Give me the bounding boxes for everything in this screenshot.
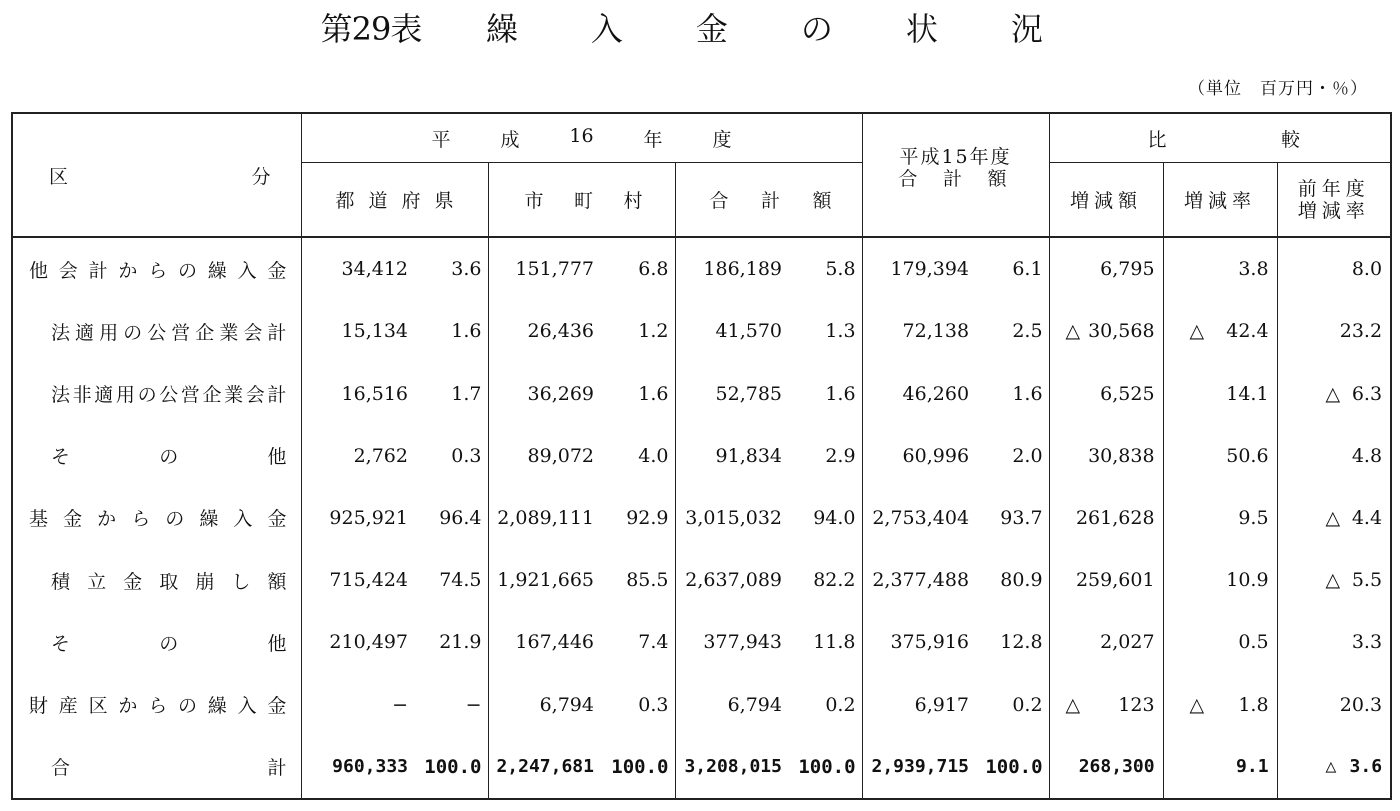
title-char: 況	[1010, 10, 1043, 48]
table-cell: 23.2	[1277, 300, 1391, 362]
row-label-char: 会	[243, 321, 263, 344]
table-cell: 100.0	[416, 736, 488, 799]
table-cell: 80.9	[977, 549, 1049, 611]
row-label-char: 入	[237, 695, 257, 718]
table-cell: 3.6	[416, 237, 488, 300]
table-cell: 1.7	[416, 362, 488, 424]
h15-header	[862, 113, 1049, 237]
table-cell: 0.2	[977, 673, 1049, 735]
table-cell: 74.5	[416, 549, 488, 611]
h15-char: 計	[943, 168, 969, 190]
h16-char: 16	[569, 124, 594, 147]
title-char: 状	[905, 10, 938, 48]
table-cell: 10.9	[1163, 549, 1277, 611]
table-cell: 210,497	[301, 611, 416, 673]
table-cell: 92.9	[602, 487, 675, 549]
table-number: 第29表	[320, 10, 422, 48]
row-label-char: 財	[29, 695, 49, 718]
table-cell: −	[416, 673, 488, 735]
row-label-char: 繰	[207, 259, 227, 282]
table-cell: 2,939,715	[862, 736, 977, 799]
table-cell: 3.8	[1163, 237, 1277, 300]
row-label-char: の	[159, 632, 179, 655]
table-cell: 0.2	[790, 673, 862, 735]
table-cell: 1.6	[416, 300, 488, 362]
prev-rate-header	[1277, 163, 1391, 238]
compare-char: 較	[1281, 128, 1301, 151]
title-char: 金	[695, 10, 728, 48]
total-char: 計	[761, 190, 781, 212]
table-cell: 6.8	[602, 237, 675, 300]
unit-note: （単位 百万円・％）	[1188, 79, 1368, 99]
table-cell: −	[301, 673, 416, 735]
row-label-char: そ	[51, 446, 71, 469]
h15-line1: 平成15年度	[899, 146, 1012, 168]
row-label-char: 会	[58, 259, 78, 282]
table-cell: 0.3	[416, 425, 488, 487]
table-cell: 5.8	[790, 237, 862, 300]
table-cell: 151,777	[488, 237, 602, 300]
table-cell: 93.7	[977, 487, 1049, 549]
h16-char: 年	[643, 128, 663, 151]
total-char: 合	[709, 190, 729, 212]
pref-char: 都	[335, 190, 355, 212]
table-cell: 72,138	[862, 300, 977, 362]
table-cell: 186,189	[675, 237, 790, 300]
row-label-char: か	[97, 508, 117, 531]
row-label-char: ら	[148, 695, 168, 718]
table-row	[12, 487, 1391, 549]
title-char: 入	[590, 10, 623, 48]
row-label-char: 計	[267, 384, 287, 407]
row-label-char: 非	[72, 384, 92, 407]
table-cell: 1.6	[977, 362, 1049, 424]
table-cell: 167,446	[488, 611, 602, 673]
table-cell: 3,015,032	[675, 487, 790, 549]
muni-header	[488, 163, 675, 238]
table-cell: 6,794	[675, 673, 790, 735]
row-header-char: 区	[49, 165, 69, 188]
table-cell: 94.0	[790, 487, 862, 549]
row-label-char: 公	[159, 384, 179, 407]
table-cell: 4.8	[1277, 425, 1391, 487]
table-cell: △ 3.6	[1277, 736, 1391, 799]
table-cell: 82.2	[790, 549, 862, 611]
table-cell: 268,300	[1049, 736, 1163, 799]
muni-char: 村	[623, 190, 643, 212]
table-cell: 6,794	[488, 673, 602, 735]
table-row	[12, 237, 1391, 300]
table-row	[12, 549, 1391, 611]
row-label-char: そ	[51, 632, 71, 655]
row-label-char: 他	[29, 259, 49, 282]
table-cell: 1.2	[602, 300, 675, 362]
table-cell: 2,027	[1049, 611, 1163, 673]
table-cell: 6.1	[977, 237, 1049, 300]
row-label-char: 金	[63, 508, 83, 531]
row-label-char: 法	[51, 384, 71, 407]
table-cell: 0.5	[1163, 611, 1277, 673]
page-title	[0, 2, 1400, 52]
title-char: の	[800, 10, 833, 48]
row-label-char: の	[123, 321, 143, 344]
table-cell: 9.1	[1163, 736, 1277, 799]
row-label-char: 業	[224, 384, 244, 407]
table-cell: 3,208,015	[675, 736, 790, 799]
row-label-char: 産	[58, 695, 78, 718]
table-cell: 16,516	[301, 362, 416, 424]
table-cell: 4.0	[602, 425, 675, 487]
table-cell: 2,089,111	[488, 487, 602, 549]
row-header-char: 分	[251, 165, 271, 188]
table-cell: 52,785	[675, 362, 790, 424]
table-cell: 11.8	[790, 611, 862, 673]
row-label-char: 繰	[207, 695, 227, 718]
table-cell: 100.0	[602, 736, 675, 799]
row-label-char: か	[118, 259, 138, 282]
table-cell: 2,637,089	[675, 549, 790, 611]
table-row	[12, 673, 1391, 735]
row-label-char: 金	[123, 570, 143, 593]
h16-header	[301, 113, 862, 163]
row-label	[12, 736, 301, 799]
table-cell: 46,260	[862, 362, 977, 424]
table-cell: 375,916	[862, 611, 977, 673]
table-cell: △ 1.8	[1163, 673, 1277, 735]
table-cell: 2.0	[977, 425, 1049, 487]
table-cell: △ 123	[1049, 673, 1163, 735]
row-label	[12, 487, 301, 549]
table-cell: 36,269	[488, 362, 602, 424]
row-label-char: 金	[267, 508, 287, 531]
diff-header: 増減額	[1049, 163, 1163, 238]
table-cell: 261,628	[1049, 487, 1163, 549]
table-cell: 100.0	[977, 736, 1049, 799]
pref-char: 県	[434, 190, 454, 212]
row-label-char: の	[159, 446, 179, 469]
row-label-char: 企	[202, 384, 222, 407]
table-cell: 925,921	[301, 487, 416, 549]
table-cell: 377,943	[675, 611, 790, 673]
table-cell: 50.6	[1163, 425, 1277, 487]
row-label-char: 業	[219, 321, 239, 344]
rate-header: 増減率	[1163, 163, 1277, 238]
table-cell: 2.5	[977, 300, 1049, 362]
table-cell: △ 5.5	[1277, 549, 1391, 611]
table-cell: 30,838	[1049, 425, 1163, 487]
table-cell: 12.8	[977, 611, 1049, 673]
table-cell: 6,795	[1049, 237, 1163, 300]
table-cell: 2,753,404	[862, 487, 977, 549]
table-cell: 2,377,488	[862, 549, 977, 611]
table-cell: 2,762	[301, 425, 416, 487]
row-label-char: の	[177, 259, 197, 282]
table-cell: 1.6	[790, 362, 862, 424]
table-cell: 2.9	[790, 425, 862, 487]
muni-char: 市	[524, 190, 544, 212]
row-label-char: 他	[267, 446, 287, 469]
row-label-char: 崩	[195, 570, 215, 593]
row-label-char: の	[165, 508, 185, 531]
table-cell: 14.1	[1163, 362, 1277, 424]
h15-char: 合	[898, 168, 924, 190]
row-label-char: 法	[51, 321, 71, 344]
table-cell: 34,412	[301, 237, 416, 300]
table-cell: 0.3	[602, 673, 675, 735]
table-cell: 20.3	[1277, 673, 1391, 735]
transfer-table	[11, 112, 1392, 800]
row-label-char: 企	[195, 321, 215, 344]
row-label-char: 適	[94, 384, 114, 407]
row-label-char: 他	[267, 632, 287, 655]
table-cell: 6,525	[1049, 362, 1163, 424]
row-label-char: 営	[180, 384, 200, 407]
row-label-char: 会	[245, 384, 265, 407]
table-cell: 1.6	[602, 362, 675, 424]
table-cell: 60,996	[862, 425, 977, 487]
row-label-char: 適	[75, 321, 95, 344]
row-label	[12, 549, 301, 611]
row-label	[12, 611, 301, 673]
row-label-char: 金	[267, 259, 287, 282]
table-cell: △ 6.3	[1277, 362, 1391, 424]
table-cell: 1,921,665	[488, 549, 602, 611]
row-label-char: 計	[267, 757, 287, 780]
row-label-char: 基	[29, 508, 49, 531]
table-cell: 21.9	[416, 611, 488, 673]
table-cell: 89,072	[488, 425, 602, 487]
table-cell: 8.0	[1277, 237, 1391, 300]
h15-char: 額	[987, 168, 1013, 190]
table-cell: 15,134	[301, 300, 416, 362]
table-row	[12, 611, 1391, 673]
prev-rate-line2: 増減率	[1297, 199, 1370, 222]
table-cell: 96.4	[416, 487, 488, 549]
table-cell: 9.5	[1163, 487, 1277, 549]
row-label	[12, 425, 301, 487]
total-header	[675, 163, 862, 238]
pref-char: 道	[368, 190, 388, 212]
table-cell: 6,917	[862, 673, 977, 735]
pref-char: 府	[401, 190, 421, 212]
h16-char: 平	[431, 128, 451, 151]
row-label-char: の	[137, 384, 157, 407]
row-label-char: 積	[51, 570, 71, 593]
row-label-char: か	[118, 695, 138, 718]
compare-char: 比	[1147, 128, 1167, 151]
row-label-char: の	[177, 695, 197, 718]
row-label-char: ら	[148, 259, 168, 282]
row-label-char: 立	[87, 570, 107, 593]
row-label-char: 入	[237, 259, 257, 282]
table-row	[12, 362, 1391, 424]
table-row	[12, 736, 1391, 799]
table-cell: 100.0	[790, 736, 862, 799]
table-cell: 960,333	[301, 736, 416, 799]
table-row	[12, 300, 1391, 362]
table-cell: 715,424	[301, 549, 416, 611]
compare-header	[1049, 113, 1391, 163]
row-label-char: 用	[115, 384, 135, 407]
row-label	[12, 237, 301, 300]
row-label-char: 金	[267, 695, 287, 718]
total-char: 額	[812, 190, 832, 212]
row-label-char: し	[231, 570, 251, 593]
row-label-char: ら	[131, 508, 151, 531]
pref-header	[301, 163, 488, 238]
table-cell: 259,601	[1049, 549, 1163, 611]
row-label-char: 用	[99, 321, 119, 344]
h16-char: 度	[712, 128, 732, 151]
title-char: 繰	[485, 10, 518, 48]
prev-rate-line1: 前年度	[1297, 177, 1370, 200]
row-label	[12, 362, 301, 424]
table-row	[12, 425, 1391, 487]
table-cell: △ 42.4	[1163, 300, 1277, 362]
row-label	[12, 673, 301, 735]
row-label-char: 取	[159, 570, 179, 593]
row-label-char: 入	[233, 508, 253, 531]
table-cell: 1.3	[790, 300, 862, 362]
row-label-char: 区	[88, 695, 108, 718]
row-label	[12, 300, 301, 362]
row-header	[12, 113, 301, 237]
table-cell: 26,436	[488, 300, 602, 362]
row-label-char: 計	[88, 259, 108, 282]
table-cell: 179,394	[862, 237, 977, 300]
table-cell: △ 30,568	[1049, 300, 1163, 362]
table-cell: △ 4.4	[1277, 487, 1391, 549]
table-cell: 7.4	[602, 611, 675, 673]
table-cell: 3.3	[1277, 611, 1391, 673]
table-cell: 85.5	[602, 549, 675, 611]
row-label-char: 公	[147, 321, 167, 344]
row-label-char: 合	[51, 757, 71, 780]
row-label-char: 額	[267, 570, 287, 593]
table-cell: 91,834	[675, 425, 790, 487]
table-cell: 41,570	[675, 300, 790, 362]
table-cell: 2,247,681	[488, 736, 602, 799]
row-label-char: 計	[267, 321, 287, 344]
h16-char: 成	[500, 128, 520, 151]
muni-char: 町	[573, 190, 593, 212]
row-label-char: 営	[171, 321, 191, 344]
row-label-char: 繰	[199, 508, 219, 531]
